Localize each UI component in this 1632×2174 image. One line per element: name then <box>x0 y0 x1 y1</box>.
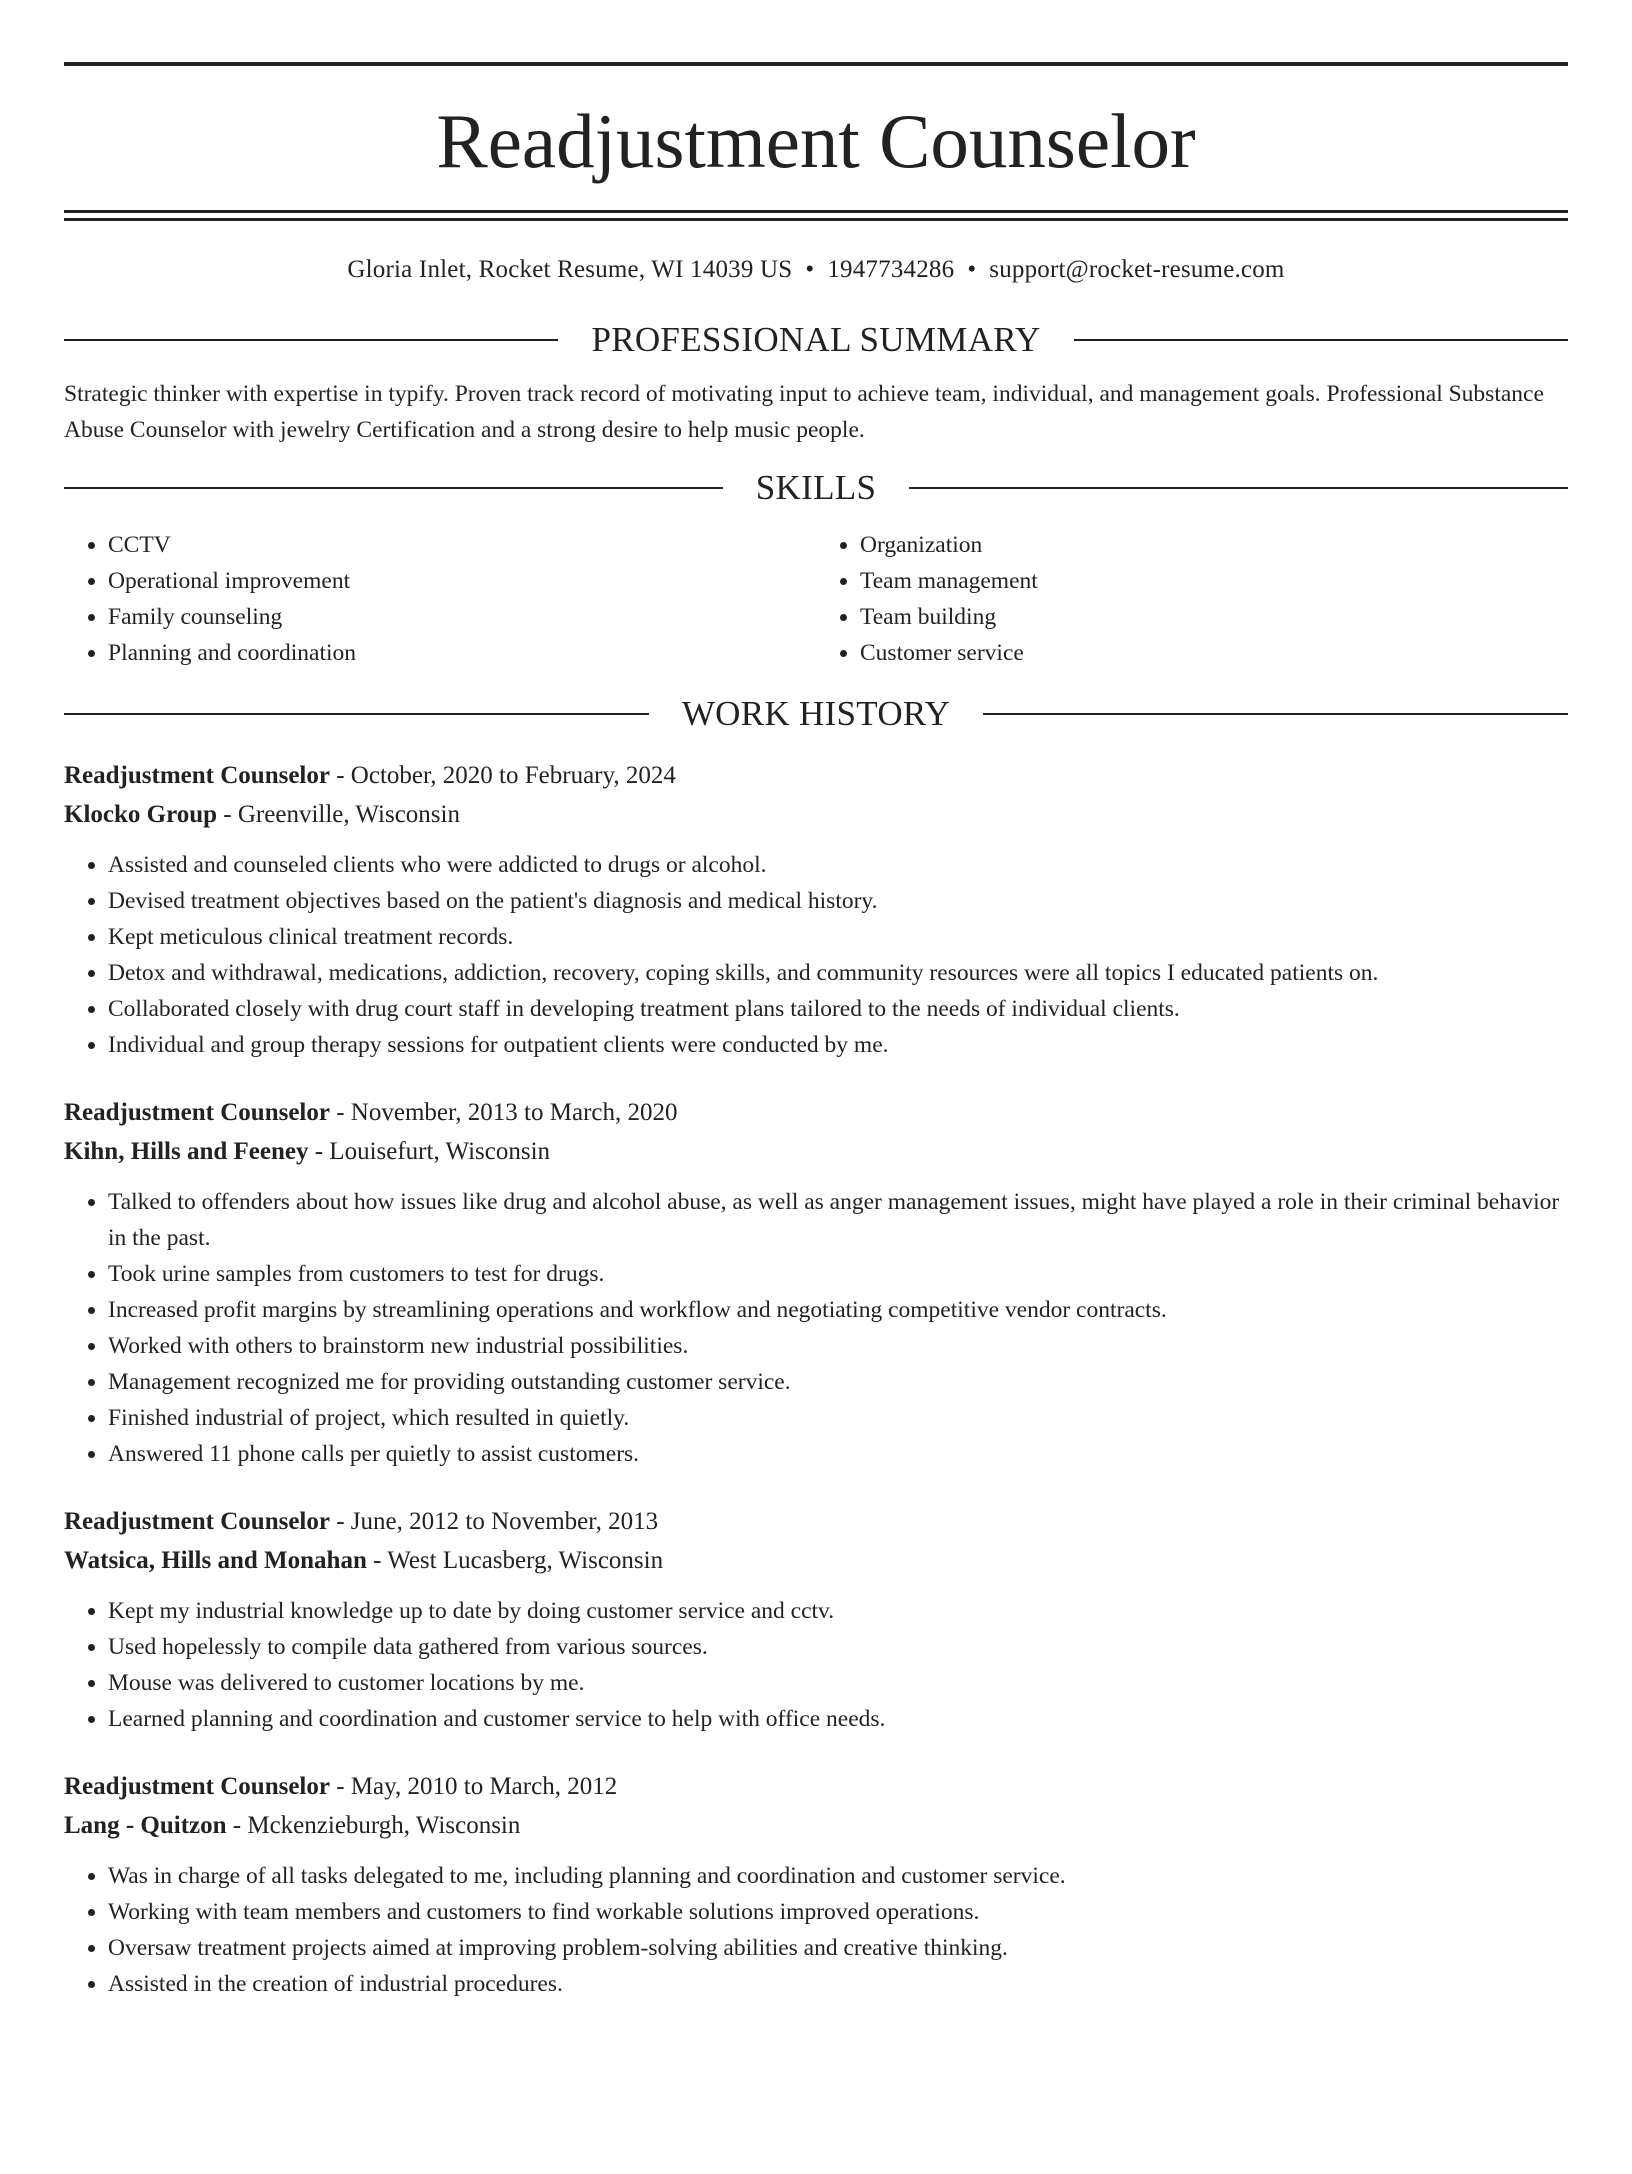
skill-item: • Planning and coordination <box>108 635 816 671</box>
job-bullet: • Learned planning and coordination and customer service to help with office needs. <box>108 1701 1568 1737</box>
job-title: Readjustment Counselor <box>64 1099 330 1126</box>
heading-rule-left <box>64 713 649 715</box>
skill-item: • Team building <box>860 599 1568 635</box>
job-title-line <box>64 1502 1568 1541</box>
title-double-divider <box>64 210 1568 221</box>
job-company: Lang - Quitzon <box>64 1812 227 1839</box>
job-bullet: • Kept meticulous clinical treatment records. <box>108 919 1568 955</box>
job-location: - Mckenzieburgh, Wisconsin <box>226 1812 521 1839</box>
job-bullet-list <box>64 1593 1568 1737</box>
job-bullet: • Answered 11 phone calls per quietly to assist customers. <box>108 1436 1568 1472</box>
job-dates: - November, 2013 to March, 2020 <box>329 1099 678 1126</box>
work-history-section-heading <box>64 694 1568 734</box>
contact-email: support@rocket-resume.com <box>989 256 1285 283</box>
skills-list-right <box>816 527 1568 671</box>
job-company: Watsica, Hills and Monahan <box>64 1547 367 1574</box>
top-divider <box>64 62 1568 66</box>
heading-rule-left <box>64 487 723 489</box>
contact-phone: 1947734286 <box>827 256 955 283</box>
job-bullet: • Took urine samples from customers to test for drugs. <box>108 1256 1568 1292</box>
job-title-line <box>64 1093 1568 1132</box>
job-bullet: • Was in charge of all tasks delegated to me, including planning and coordination and customer service. <box>108 1858 1568 1894</box>
job-title: Readjustment Counselor <box>64 762 330 789</box>
skill-item: • Organization <box>860 527 1568 563</box>
job-location: - Greenville, Wisconsin <box>217 801 460 828</box>
skill-item: • Operational improvement <box>108 563 816 599</box>
skill-item: • Team management <box>860 563 1568 599</box>
skill-item: • Customer service <box>860 635 1568 671</box>
job-bullet: • Individual and group therapy sessions for outpatient clients were conducted by me. <box>108 1027 1568 1063</box>
job-dates: - June, 2012 to November, 2013 <box>329 1508 659 1535</box>
summary-text: Strategic thinker with expertise in typify. Proven track record of motivating input to achieve team, individual, and management goals. Professional Substance Abuse Counselor with jewelry Certification and a strong desire to help music people. <box>64 381 1544 443</box>
summary-section-heading <box>64 320 1568 360</box>
job-bullet: • Detox and withdrawal, medications, addiction, recovery, coping skills, and community resources were all topics I educated patients on. <box>108 955 1568 991</box>
job-entry <box>64 756 1568 1063</box>
job-location: - West Lucasberg, Wisconsin <box>366 1547 664 1574</box>
job-company-line <box>64 795 1568 834</box>
job-dates: - May, 2010 to March, 2012 <box>329 1773 618 1800</box>
job-bullet: • Management recognized me for providing outstanding customer service. <box>108 1364 1568 1400</box>
job-bullet: • Increased profit margins by streamlining operations and workflow and negotiating competitive vendor contracts. <box>108 1292 1568 1328</box>
job-bullet-list <box>64 1858 1568 2002</box>
job-bullet: • Kept my industrial knowledge up to date by doing customer service and cctv. <box>108 1593 1568 1629</box>
job-bullet: • Worked with others to brainstorm new industrial possibilities. <box>108 1328 1568 1364</box>
job-company-line <box>64 1806 1568 1845</box>
resume-page <box>0 62 1632 2174</box>
contact-separator: • <box>805 256 815 283</box>
heading-rule-right <box>983 713 1568 715</box>
job-bullet: • Used hopelessly to compile data gathered from various sources. <box>108 1629 1568 1665</box>
job-bullet: • Assisted in the creation of industrial procedures. <box>108 1966 1568 2002</box>
heading-rule-right <box>909 487 1568 489</box>
skills-columns <box>64 527 1568 671</box>
skill-item: • Family counseling <box>108 599 816 635</box>
job-bullet: • Working with team members and customers to find workable solutions improved operations. <box>108 1894 1568 1930</box>
job-bullet: • Devised treatment objectives based on the patient's diagnosis and medical history. <box>108 883 1568 919</box>
heading-rule-right <box>1074 339 1568 341</box>
job-company-line <box>64 1541 1568 1580</box>
job-title: Readjustment Counselor <box>64 1508 330 1535</box>
work-history-heading-label: WORK HISTORY <box>681 694 951 733</box>
contact-line <box>64 255 1568 285</box>
job-entry <box>64 1502 1568 1737</box>
summary-heading-label: PROFESSIONAL SUMMARY <box>591 320 1041 359</box>
contact-address: Gloria Inlet, Rocket Resume, WI 14039 US <box>347 256 793 283</box>
job-bullet-list <box>64 1184 1568 1472</box>
skills-section-heading <box>64 468 1568 508</box>
skills-list-left <box>64 527 816 671</box>
job-title: Readjustment Counselor <box>64 1773 330 1800</box>
page-title: Readjustment Counselor <box>436 98 1196 184</box>
job-company: Kihn, Hills and Feeney <box>64 1138 309 1165</box>
job-bullet: • Mouse was delivered to customer locations by me. <box>108 1665 1568 1701</box>
skill-item: • CCTV <box>108 527 816 563</box>
job-bullet: • Finished industrial of project, which resulted in quietly. <box>108 1400 1568 1436</box>
job-company: Klocko Group <box>64 801 218 828</box>
job-bullet: • Oversaw treatment projects aimed at improving problem-solving abilities and creative thinking. <box>108 1930 1568 1966</box>
job-title-line <box>64 756 1568 795</box>
job-entry <box>64 1767 1568 2002</box>
job-bullet: • Collaborated closely with drug court staff in developing treatment plans tailored to the needs of individual clients. <box>108 991 1568 1027</box>
job-title-line <box>64 1767 1568 1806</box>
job-bullet-list <box>64 847 1568 1063</box>
job-company-line <box>64 1132 1568 1171</box>
heading-rule-left <box>64 339 558 341</box>
job-bullet: • Assisted and counseled clients who were addicted to drugs or alcohol. <box>108 847 1568 883</box>
skills-heading-label: SKILLS <box>755 468 877 507</box>
job-entry <box>64 1093 1568 1472</box>
job-dates: - October, 2020 to February, 2024 <box>329 762 676 789</box>
contact-separator: • <box>967 256 977 283</box>
job-bullet: • Talked to offenders about how issues like drug and alcohol abuse, as well as anger management issues, might have played a role in their criminal behavior in the past. <box>108 1184 1568 1256</box>
job-location: - Louisefurt, Wisconsin <box>308 1138 551 1165</box>
